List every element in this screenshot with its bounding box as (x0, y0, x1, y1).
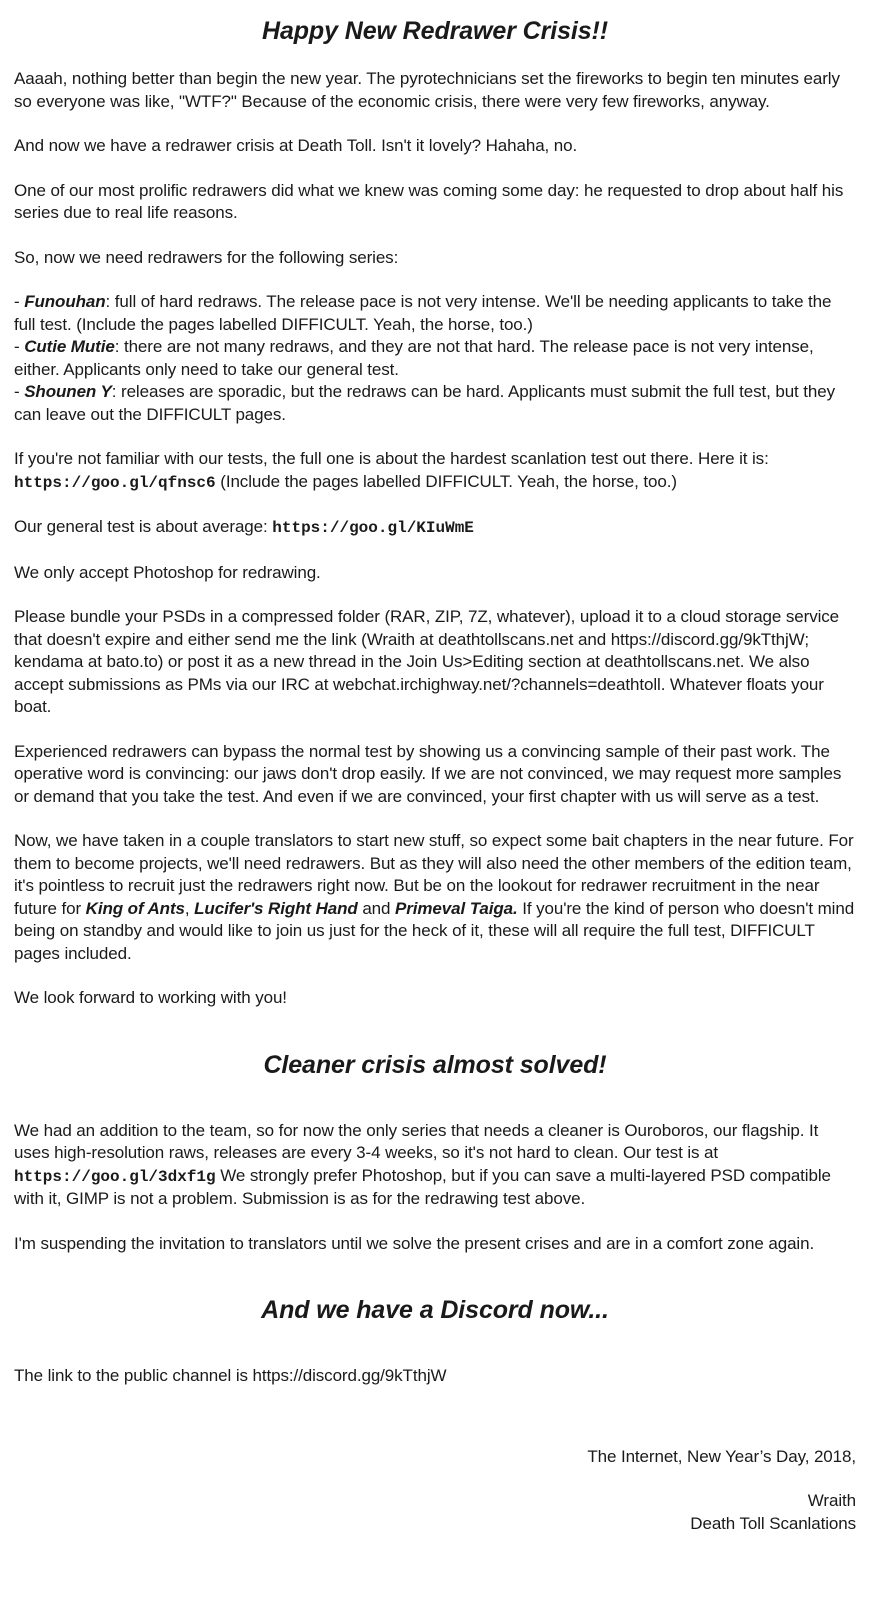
text-run: : there are not many redraws, and they are not that hard. The release pace is not very intense, either. Applicants only need to take our general test. (14, 337, 814, 379)
text-run: , (184, 898, 195, 918)
series-list-item (14, 381, 856, 426)
paragraph (14, 180, 856, 225)
series-list-item (14, 336, 856, 381)
text-run: Aaaah, nothing better than begin the new year. The pyrotechnicians set the fireworks to begin ten minutes early so everyone was like, "WTF?" Because of the economic crisis, there were very few fireworks, anyway. (14, 69, 840, 111)
paragraph (14, 1233, 856, 1256)
text-run: : releases are sporadic, but the redraws can be hard. Applicants must submit the full test, but they can leave out the DIFFICULT pages. (14, 382, 836, 424)
section-heading (14, 1295, 856, 1325)
text-run: and (357, 898, 396, 918)
text-run: - (14, 292, 25, 311)
text-run: Cleaner crisis almost solved! (263, 1050, 607, 1079)
text-run: We look forward to working with you! (14, 988, 287, 1007)
series-title-text: Lucifer's Right Hand (194, 898, 358, 918)
signature-dateline: The Internet, New Year’s Day, 2018, (587, 1446, 856, 1466)
text-run: One of our most prolific redrawers did what we knew was coming some day: he requested to drop about half his series due to real life reasons. (14, 180, 844, 222)
signature-group: Death Toll Scanlations (690, 1513, 856, 1533)
text-run: : full of hard redraws. The release pace is not very intense. We'll be needing applicants to take the full test. (Include the pages labelled DIFFICULT. Yeah, the horse, too.) (14, 292, 832, 334)
series-title-text: King of Ants (85, 898, 185, 918)
signature-author: Wraith (807, 1491, 856, 1510)
signature-block (14, 1446, 856, 1536)
paragraph (14, 741, 856, 809)
url-text: https://goo.gl/KIuWmE (272, 519, 474, 537)
paragraph (14, 987, 856, 1010)
text-run: - (14, 382, 25, 401)
text-run: - (14, 337, 25, 356)
paragraph (14, 516, 856, 540)
series-title-text: Shounen Y (24, 382, 112, 401)
text-run: So, now we need redrawers for the following series: (14, 247, 399, 267)
url-text: https://goo.gl/3dxf1g (14, 1167, 216, 1186)
section-heading (14, 1050, 856, 1080)
paragraph (14, 606, 856, 719)
series-list-item (14, 291, 856, 336)
text-run: Our general test is about average: (14, 517, 273, 536)
paragraph (14, 68, 856, 113)
page-title: Happy New Redrawer Crisis!! (261, 17, 609, 45)
text-run: If you're not familiar with our tests, the full one is about the hardest scanlation test out there. Here it is: (14, 449, 769, 468)
text-run: Now, we have taken in a couple translators to start new stuff, so expect some bait chapters in the near future. For them to become projects, we'll need redrawers. But as they will also need the other members of the edition team, it's pointless to recruit just the redrawers right now. But be on the lookout for redrawer recruitment in the near future for (14, 831, 854, 918)
series-title-text: Primeval Taiga. (395, 898, 518, 918)
paragraph (14, 448, 856, 494)
series-title-text: Funouhan (24, 292, 106, 311)
text-run: And now we have a redrawer crisis at Death Toll. Isn't it lovely? Hahaha, no. (14, 136, 578, 155)
paragraph (14, 830, 856, 965)
paragraph (14, 562, 856, 585)
text-run: We strongly prefer Photoshop, but if you can save a multi-layered PSD compatible with it, GIMP is not a problem. Submission is as for the redrawing test above. (14, 1165, 831, 1208)
url-text: https://goo.gl/qfnsc6 (14, 473, 216, 492)
text-run: And we have a Discord now... (261, 1296, 609, 1324)
paragraph (14, 247, 856, 270)
text-run: We only accept Photoshop for redrawing. (14, 562, 321, 582)
document-body (14, 68, 856, 1388)
text-run: The link to the public channel is https://discord.gg/9kTthjW (14, 1366, 447, 1385)
paragraph (14, 1365, 856, 1388)
paragraph (14, 135, 856, 158)
text-run: (Include the pages labelled DIFFICULT. Yeah, the horse, too.) (215, 471, 677, 491)
text-run: If you're the kind of person who doesn't mind being on standby and would like to join us just for the heck of it, these will all require the full test, DIFFICULT pages included. (14, 898, 855, 963)
text-run: Please bundle your PSDs in a compressed folder (RAR, ZIP, 7Z, whatever), upload it to a cloud storage service that doesn't expire and either send me the link (Wraith at deathtollscans.net and https://discord.gg/9kTthjW; kendama at bato.to) or post it as a new thread in the Join Us>Editing section at deathtollscans.net. We also accept submissions as PMs via our IRC at webchat.irchighway.net/?channels=deathtoll. Whatever floats your boat. (14, 607, 840, 716)
paragraph (14, 1120, 856, 1211)
text-run: Experienced redrawers can bypass the normal test by showing us a convincing sample of their past work. The operative word is convincing: our jaws don't drop easily. If we are not convinced, we may request more samples or demand that you take the test. And even if we are convinced, your first chapter with us will serve as a test. (14, 741, 842, 806)
series-title-text: Cutie Mutie (24, 337, 115, 356)
text-run: We had an addition to the team, so for now the only series that needs a cleaner is Ouroboros, our flagship. It uses high-resolution raws, releases are every 3-4 weeks, so it's not hard to clean. Our test is at (14, 1120, 819, 1162)
text-run: I'm suspending the invitation to translators until we solve the present crises and are in a comfort zone again. (14, 1233, 815, 1253)
